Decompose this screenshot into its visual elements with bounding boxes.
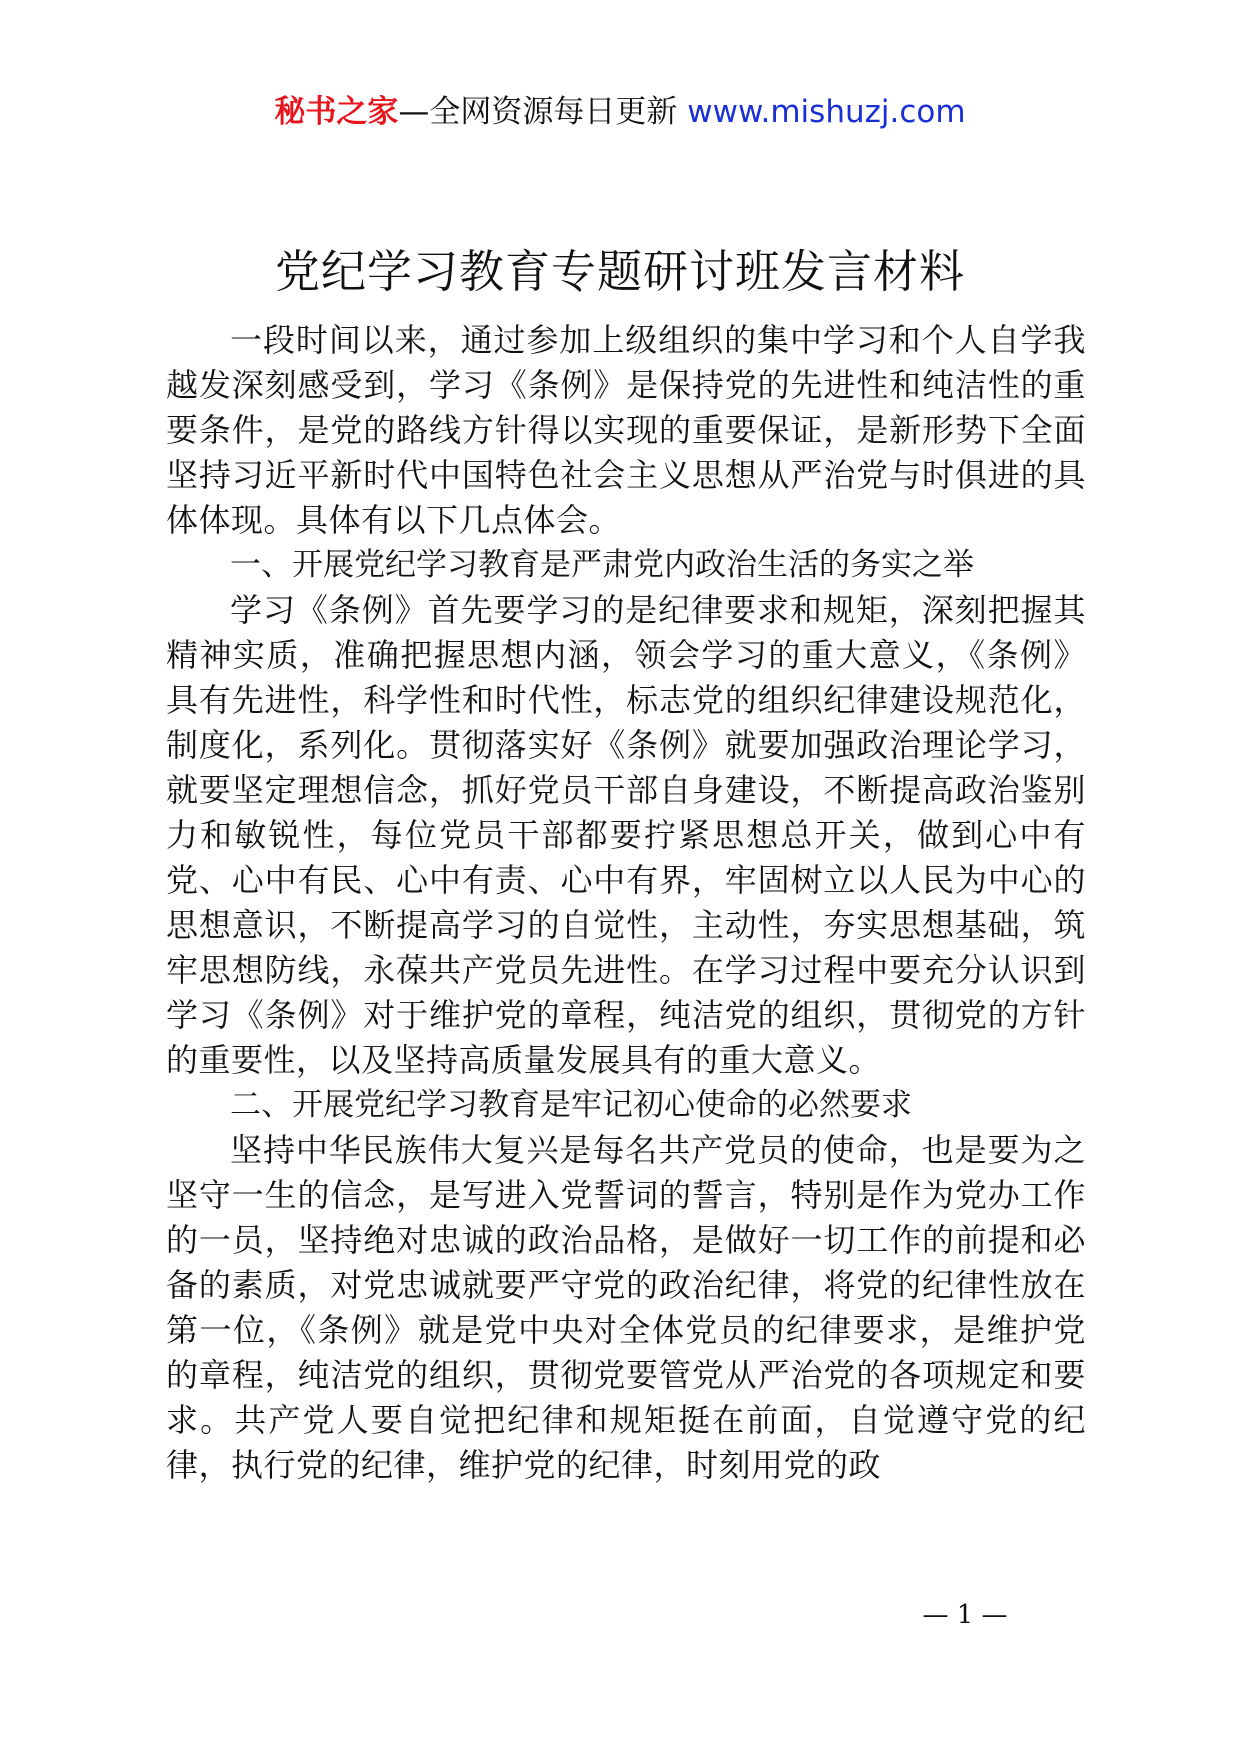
site-brand: 秘书之家 <box>274 94 399 130</box>
page-number: — 1 — <box>922 1600 1008 1630</box>
document-body <box>166 318 1086 1488</box>
section-heading-2: 二、开展党纪学习教育是牢记初心使命的必然要求 <box>230 1087 912 1123</box>
document-title: 党纪学习教育专题研讨班发言材料 <box>274 245 965 298</box>
section-1-paragraph: 学习《条例》首先要学习的是纪律要求和规矩，深刻把握其精神实质，准确把握思想内涵，领会学习的重大意义，《条例》具有先进性，科学性和时代性，标志党的组织纪律建设规范化，制度化，系列化。贯彻落实好《条例》就要加强政治理论学习，就要坚定理想信念，抓好党员干部自身建设，不断提高政治鉴别力和敏锐性，每位党员干部都要拧紧思想总开关，做到心中有党、心中有民、心中有责、心中有界，牢固树立以人民为中心的思想意识，不断提高学习的自觉性，主动性，夯实思想基础，筑牢思想防线，永葆共产党员先进性。在学习过程中要充分认识到学习《条例》对于维护党的章程，纯洁党的组织，贯彻党的方针的重要性，以及坚持高质量发展具有的重大意义。 <box>166 591 1086 1079</box>
section-heading-1: 一、开展党纪学习教育是严肃党内政治生活的务实之举 <box>230 547 974 583</box>
site-url-link[interactable]: www.mishuzj.com <box>687 94 966 130</box>
section-2-paragraph: 坚持中华民族伟大复兴是每名共产党员的使命，也是要为之坚守一生的信念，是写进入党誓词的誓言，特别是作为党办工作的一员，坚持绝对忠诚的政治品格，是做好一切工作的前提和必备的素质，对党忠诚就要严守党的政治纪律，将党的纪律性放在第一位，《条例》就是党中央对全体党员的纪律要求，是维护党的章程，纯洁党的组织，贯彻党要管党从严治党的各项规定和要求。共产党人要自觉把纪律和规矩挺在前面，自觉遵守党的纪律，执行党的纪律，维护党的纪律，时刻用党的政 <box>166 1131 1086 1484</box>
site-tagline: —全网资源每日更新 <box>398 94 688 130</box>
intro-paragraph: 一段时间以来，通过参加上级组织的集中学习和个人自学我越发深刻感受到，学习《条例》是保持党的先进性和纯洁性的重要条件，是党的路线方针得以实现的重要保证，是新形势下全面坚持习近平新时代中国特色社会主义思想从严治党与时俱进的具体体现。具体有以下几点体会。 <box>166 321 1086 539</box>
site-header <box>0 92 1240 132</box>
